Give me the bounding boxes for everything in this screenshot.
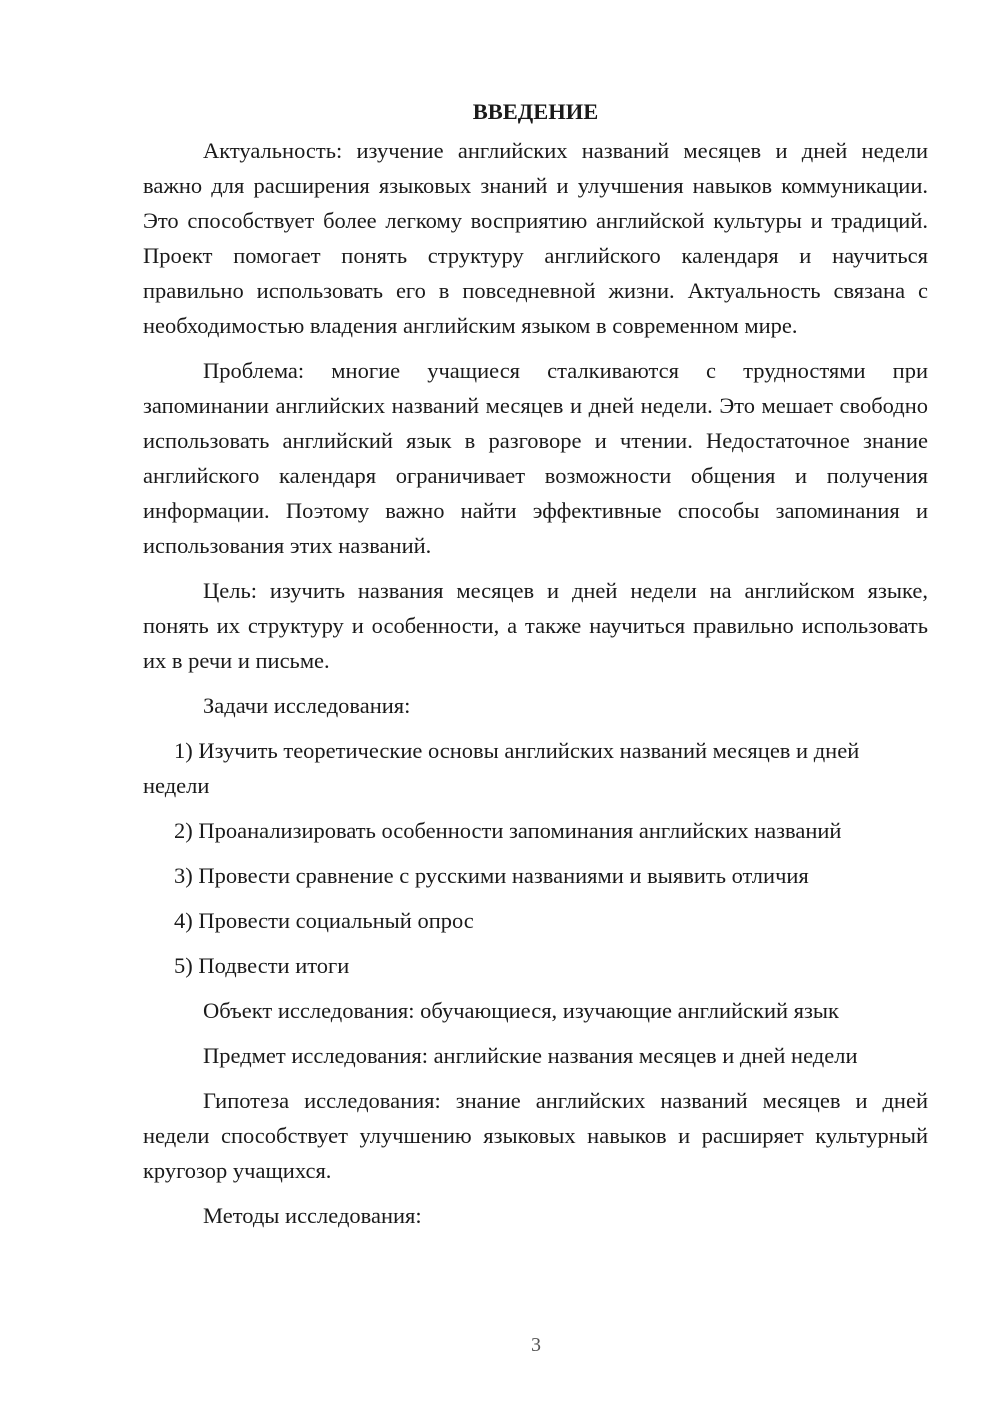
section-heading: ВВЕДЕНИЕ — [472, 99, 599, 124]
problem-paragraph: Проблема: многие учащиеся сталкиваются с трудностями при запоминании английских названий месяцев и дней недели. Это мешает свободно использовать английский язык в разговоре и чтении. Недостаточное знание английского календаря ограничивает возможности общения и получения информации. Поэтому важно найти эффективные способы запоминания и использования этих названий. — [143, 358, 928, 558]
task-item-4: 4) Провести социальный опрос — [174, 908, 474, 933]
task-item-1: 1) Изучить теоретические основы английских названий месяцев и дней недели — [143, 738, 860, 798]
research-object: Объект исследования: обучающиеся, изучающие английский язык — [203, 998, 839, 1023]
task-item-3: 3) Провести сравнение с русскими названиями и выявить отличия — [174, 863, 809, 888]
methods-title: Методы исследования: — [203, 1203, 422, 1228]
task-item-5: 5) Подвести итоги — [174, 953, 350, 978]
page-number: 3 — [531, 1334, 541, 1356]
research-subject: Предмет исследования: английские названия месяцев и дней недели — [203, 1043, 858, 1068]
goal-paragraph: Цель: изучить названия месяцев и дней недели на английском языке, понять их структуру и особенности, а также научиться правильно использовать их в речи и письме. — [143, 578, 928, 673]
page-content — [143, 94, 928, 1243]
relevance-paragraph: Актуальность: изучение английских названий месяцев и дней недели важно для расширения языковых знаний и улучшения навыков коммуникации. Это способствует более легкому восприятию английской культуры и традиций. Проект помогает понять структуру английского календаря и научиться правильно использовать его в повседневной жизни. Актуальность связана с необходимостью владения английским языком в современном мире. — [143, 138, 928, 338]
task-item-2: 2) Проанализировать особенности запоминания английских названий — [174, 818, 842, 843]
tasks-title: Задачи исследования: — [203, 693, 411, 718]
hypothesis-paragraph: Гипотеза исследования: знание английских названий месяцев и дней недели способствует улучшению языковых навыков и расширяет культурный кругозор учащихся. — [143, 1088, 928, 1183]
